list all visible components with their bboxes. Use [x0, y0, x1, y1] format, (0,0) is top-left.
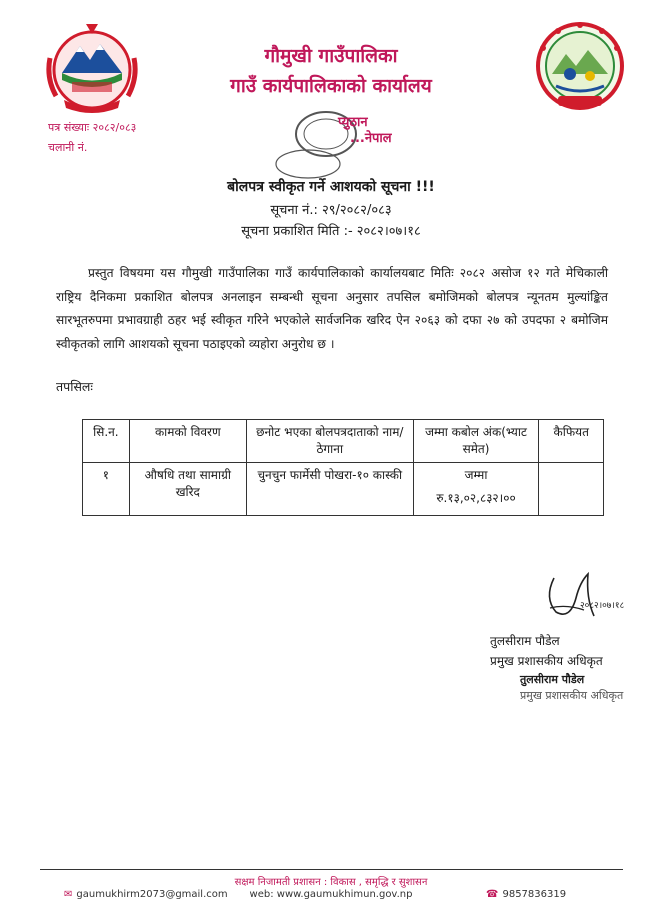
table-header-row: [83, 420, 604, 463]
footer-phone: [486, 889, 566, 900]
nepal-emblem-logo: [42, 18, 142, 118]
header-amount: जम्मा कबोल अंक(भ्याट समेत): [413, 420, 539, 463]
notice-published-date: सूचना प्रकाशित मिति :- २०८२।०७।१८: [241, 224, 421, 239]
header-work: कामको विवरण: [129, 420, 246, 463]
email-icon: ✉: [64, 889, 73, 900]
cell-amount-label: जम्मा: [464, 468, 488, 482]
cell-bidder: चुनचुन फार्मेसी पोखरा-१० कास्की: [246, 463, 413, 516]
header-sn: सि.न.: [83, 420, 130, 463]
cell-amount-value: रु.१३,०२,८३२।००: [436, 491, 516, 505]
cell-work: औषधि तथा सामाग्री खरिद: [129, 463, 246, 516]
header-bidder: छनोट भएका बोलपत्रदाताको नाम/ठेगाना: [246, 420, 413, 463]
signature-date: २०८२।०७।१८: [580, 601, 625, 611]
cell-amount: [413, 463, 539, 516]
official-stamp: [268, 104, 408, 184]
signatory-stamp-title: प्रमुख प्रशासकीय अधिकृत: [520, 689, 624, 702]
header-remarks: कैफियत: [539, 420, 604, 463]
dispatch-number: चलानी नं.: [48, 141, 88, 154]
cell-remarks: [539, 463, 604, 516]
signatory-name: तुलसीराम पौडेल: [490, 634, 560, 648]
cell-sn: १: [83, 463, 130, 516]
signatory-title: प्रमुख प्रशासकीय अधिकृत: [490, 654, 603, 668]
letter-number: पत्र संख्याः २०८२/०८३: [48, 121, 137, 134]
footer-email-text: gaumukhirm2073@gmail.com: [76, 889, 228, 900]
stamp-text-country: ...नेपाल: [350, 131, 392, 146]
bid-details-table: [82, 419, 604, 516]
notice-body-paragraph: प्रस्तुत विषयमा यस गौमुखी गाउँपालिका गाउँ कार्यपालिकाको कार्यालयबाट मितिः २०८२ असोज १२ गते मेचिकाली राष्ट्रिय दैनिकमा प्रकाशित बोलपत्र अनलाइन सम्बन्धी सूचना अनुसार तपसिल बमोजिमको बोलपत्र न्यूनतम मुल्यांङ्कित सारभूतरुपमा प्रभावग्राही ठहर भई स्वीकृत गरिने भएकोले सार्वजनिक खरिद ऐन २०६३ को दफा २७ को उपदफा २ बमोजिम स्वीकृतको लागि आशयको सूचना पठाइएको व्यहोरा अनुरोध छ ।: [56, 266, 608, 351]
signatory-stamp-name: तुलसीराम पौडेल: [520, 673, 585, 686]
phone-icon: ☎: [486, 889, 499, 900]
footer-divider: [40, 869, 623, 870]
organization-name: गौमुखी गाउँपालिका: [264, 45, 398, 67]
notice-number: सूचना नं.: २९/२०८२/०८३: [270, 203, 392, 218]
office-name: गाउँ कार्यपालिकाको कार्यालय: [230, 75, 432, 97]
footer-website: web: www.gaumukhimun.gov.np: [249, 889, 413, 900]
notice-title: बोलपत्र स्वीकृत गर्ने आशयको सूचना !!!: [227, 179, 435, 195]
footer-email: [64, 889, 228, 900]
stamp-text-district: प्युठान: [338, 115, 368, 130]
table-row: [83, 463, 604, 516]
footer-motto: सक्षम निजामती प्रशासन : विकास , समृद्धि र सुशासन: [234, 877, 428, 888]
details-label: तपसिलः: [56, 379, 93, 394]
handwritten-signature: [536, 568, 648, 628]
footer-phone-text: 9857836319: [502, 889, 567, 900]
